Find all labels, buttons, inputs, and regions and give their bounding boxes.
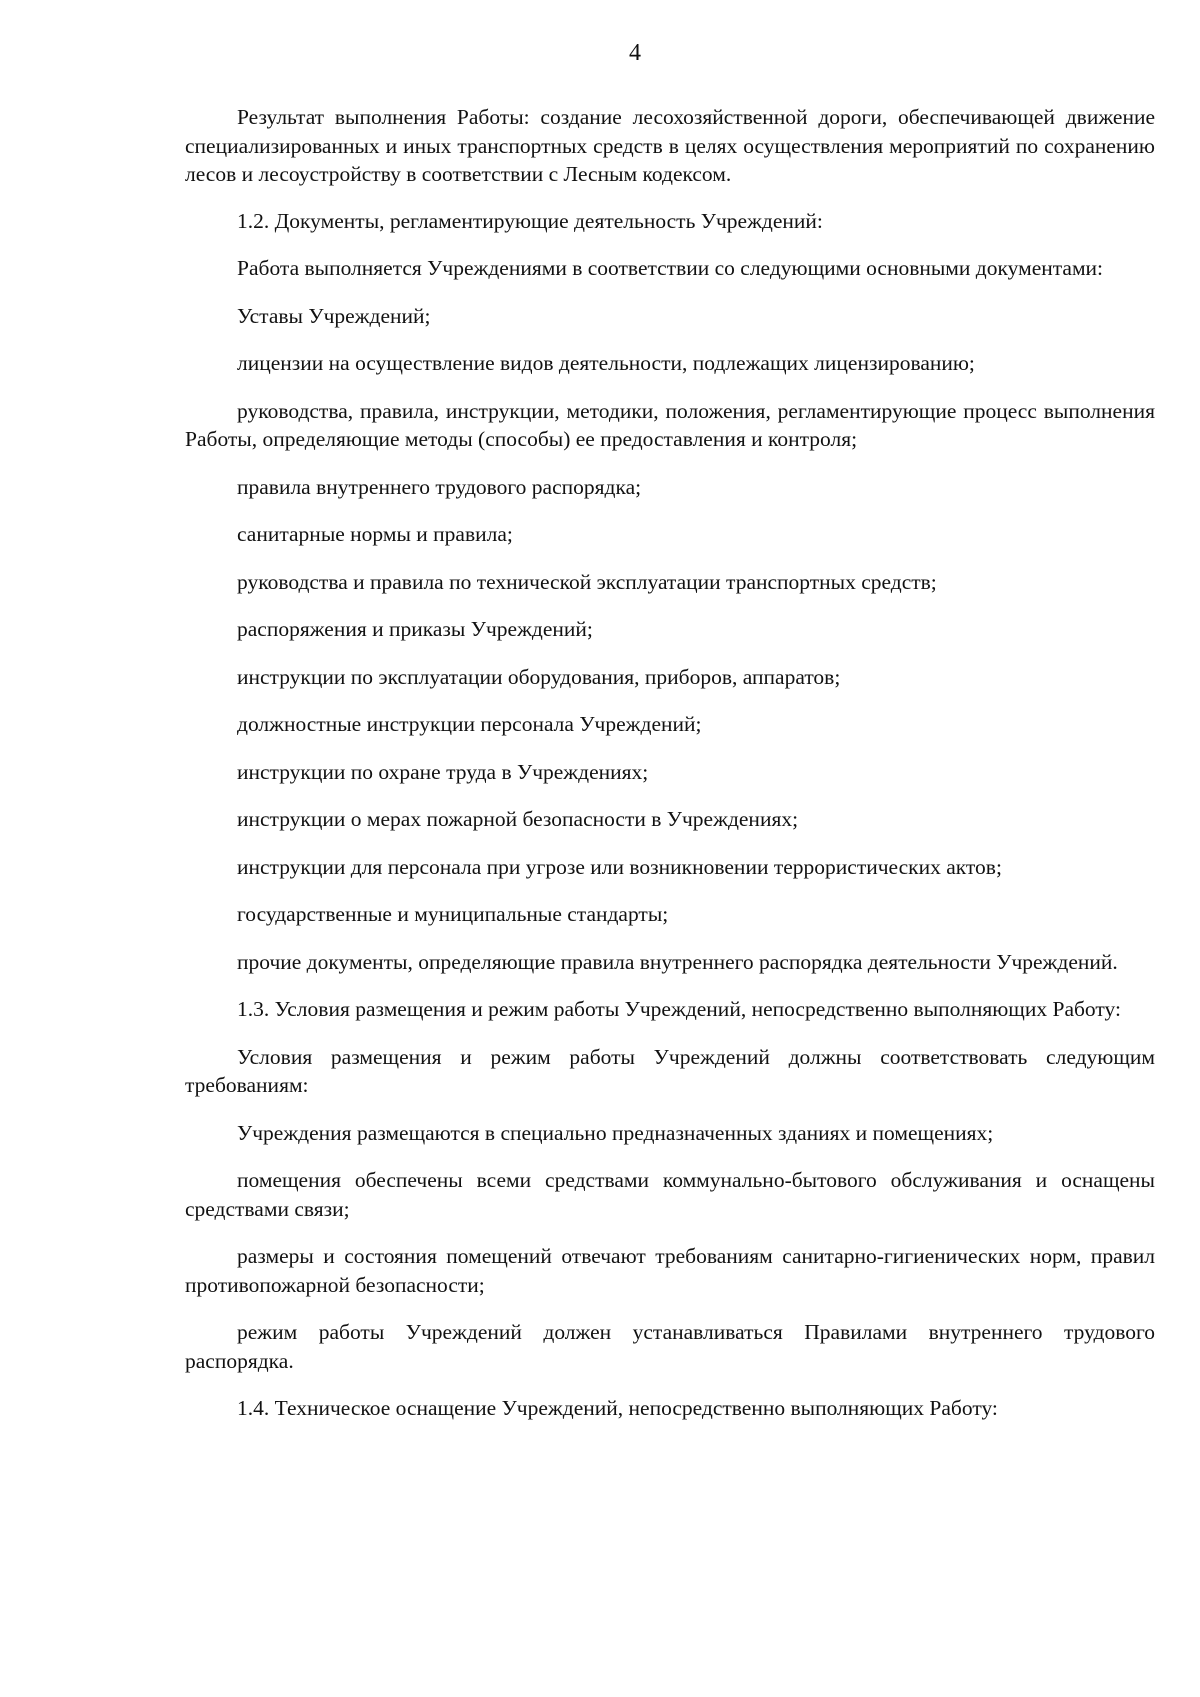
list-item: руководства, правила, инструкции, методики, положения, регламентирующие процесс выполнения Работы, определяющие методы (способы) ее предоставления и контроля; [185, 398, 1155, 451]
list-item: помещения обеспечены всеми средствами коммунально-бытового обслуживания и оснащены средствами связи; [185, 1168, 1155, 1221]
paragraph-documents-intro: Работа выполняется Учреждениями в соответствии со следующими основными документами: [237, 256, 1104, 280]
list-item: правила внутреннего трудового распорядка; [237, 474, 642, 499]
list-item: инструкции по эксплуатации оборудования, приборов, аппаратов; [237, 664, 841, 689]
list-item: распоряжения и приказы Учреждений; [237, 617, 593, 641]
section-heading-1-3: 1.3. Условия размещения и режим работы Учреждений, непосредственно выполняющих Работу: [237, 997, 1121, 1021]
list-item: санитарные нормы и правила; [237, 522, 513, 546]
list-item: лицензии на осуществление видов деятельности, подлежащих лицензированию; [237, 351, 975, 375]
list-item: режим работы Учреждений должен устанавливаться Правилами внутреннего трудового распорядка. [185, 1320, 1155, 1373]
list-item: руководства и правила по технической эксплуатации транспортных средств; [237, 569, 937, 594]
list-item: инструкции о мерах пожарной безопасности в Учреждениях; [237, 807, 799, 831]
paragraph-result: Результат выполнения Работы: создание лесохозяйственной дороги, обеспечивающей движение специализированных и иных транспортных средств в целях осуществления мероприятий по сохранению лесов и лесоустройству в соответствии с Лесным кодексом. [185, 105, 1155, 186]
list-item: должностные инструкции персонала Учреждений; [237, 712, 702, 736]
section-heading-1-2: 1.2. Документы, регламентирующие деятельность Учреждений: [237, 208, 823, 233]
list-item: инструкции для персонала при угрозе или возникновении террористических актов; [237, 854, 1002, 879]
document-body [185, 103, 1155, 1423]
list-item: инструкции по охране труда в Учреждениях; [237, 759, 649, 784]
list-item: размеры и состояния помещений отвечают требованиям санитарно-гигиенических норм, правил противопожарной безопасности; [185, 1244, 1155, 1297]
list-item: Уставы Учреждений; [237, 303, 431, 328]
page-number: 4 [629, 40, 641, 66]
paragraph-requirements-intro: Условия размещения и режим работы Учреждений должны соответствовать следующим требованиям: [185, 1044, 1155, 1097]
section-heading-1-4: 1.4. Техническое оснащение Учреждений, непосредственно выполняющих Работу: [237, 1396, 998, 1420]
list-item: Учреждения размещаются в специально предназначенных зданиях и помещениях; [237, 1120, 994, 1145]
list-item: государственные и муниципальные стандарты; [237, 902, 669, 926]
list-item: прочие документы, определяющие правила внутреннего распорядка деятельности Учреждений. [237, 949, 1118, 974]
